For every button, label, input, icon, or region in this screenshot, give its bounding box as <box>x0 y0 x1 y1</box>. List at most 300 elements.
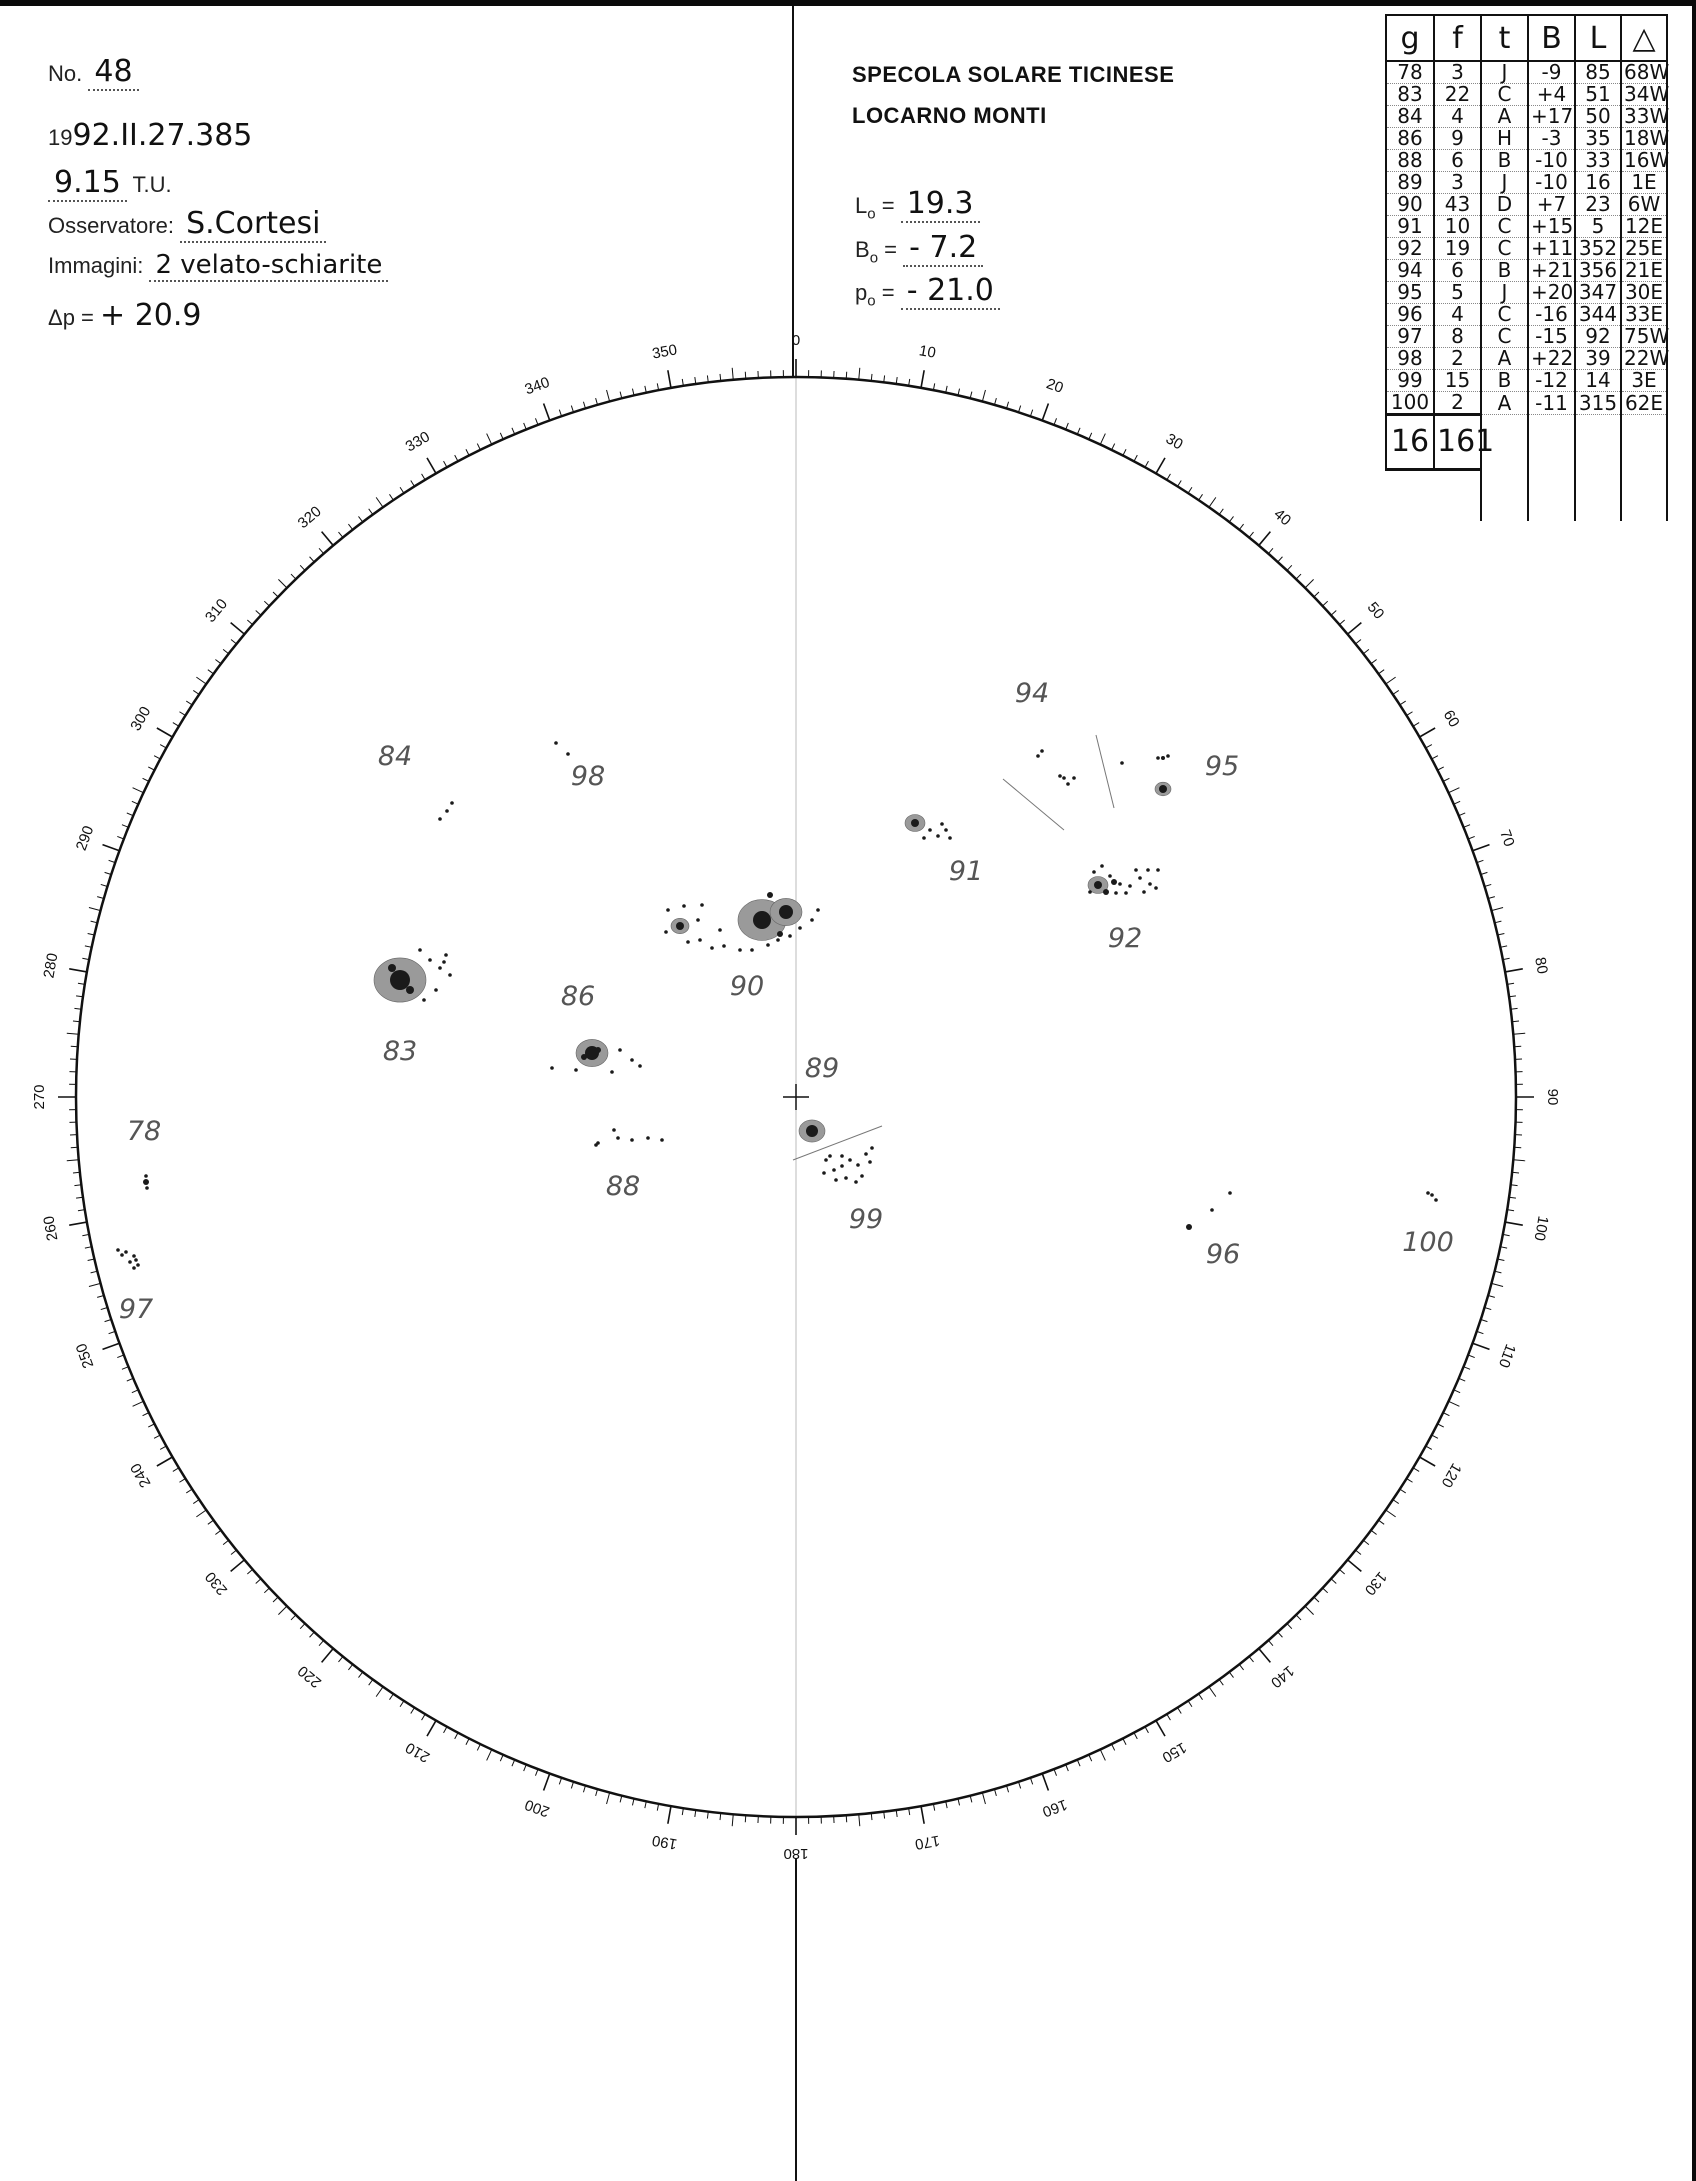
scale-minor-tick <box>466 449 469 455</box>
table-cell: 95 <box>1386 282 1434 304</box>
scale-minor-tick <box>500 1755 503 1761</box>
sunspot-pore <box>442 960 446 964</box>
table-cell: +4 <box>1528 84 1575 106</box>
sunspot-pore <box>722 944 726 948</box>
table-cell: 10 <box>1434 216 1481 238</box>
scale-minor-tick <box>1178 480 1182 486</box>
scale-minor-tick <box>1459 813 1465 816</box>
sunspot-umbra <box>388 964 396 972</box>
scale-minor-tick <box>1454 801 1460 804</box>
sunspot-pore <box>664 930 668 934</box>
scale-minor-tick <box>1485 884 1492 886</box>
number-value: 48 <box>88 54 138 91</box>
date-value: 92.II.27.385 <box>72 118 253 153</box>
scale-minor-tick <box>310 557 315 562</box>
sunspot-pore <box>450 801 454 805</box>
table-cell: 344 <box>1575 304 1621 326</box>
scale-label: 310 <box>201 595 232 626</box>
table-cell: 75W <box>1621 326 1667 348</box>
scale-minor-tick <box>1018 406 1020 413</box>
group-label-98: 98 <box>570 761 606 792</box>
observatory-location: LOCARNO MONTI <box>852 103 1047 128</box>
header-l: L <box>1575 15 1621 61</box>
scale-minor-tick <box>300 1624 305 1629</box>
header-t: t <box>1481 15 1528 61</box>
scale-major-tick <box>1259 532 1271 546</box>
sunspot-pore <box>864 1152 868 1156</box>
table-cell: 51 <box>1575 84 1621 106</box>
scale-minor-tick <box>1363 1540 1369 1544</box>
sunspot-pore <box>698 938 702 942</box>
table-cell: B <box>1481 150 1528 172</box>
scale-minor-tick <box>109 860 116 862</box>
scale-minor-tick <box>173 723 179 727</box>
table-cell: 35 <box>1575 128 1621 150</box>
table-cell: C <box>1481 304 1528 326</box>
scale-minor-tick <box>1054 418 1057 425</box>
sunspot-umbra <box>581 1054 587 1060</box>
scale-minor-tick <box>133 1401 144 1406</box>
scale-minor-tick <box>1363 649 1369 653</box>
scale-minor-tick <box>1426 745 1432 748</box>
scale-label: 50 <box>1363 598 1388 623</box>
scale-minor-tick <box>607 390 610 402</box>
scale-minor-tick <box>535 418 538 425</box>
table-cell: 33W <box>1621 106 1667 128</box>
table-cell: 1E <box>1621 172 1667 194</box>
scale-minor-tick <box>1314 1597 1319 1602</box>
group-label-94: 94 <box>1014 678 1050 709</box>
scale-minor-tick <box>105 1319 112 1321</box>
sunspot-pore <box>822 1171 826 1175</box>
scale-minor-tick <box>291 1615 296 1620</box>
scale-minor-tick <box>1123 449 1126 455</box>
observer-value: S.Cortesi <box>180 206 326 243</box>
scale-major-tick <box>1505 1222 1523 1225</box>
scale-minor-tick <box>1219 1679 1223 1685</box>
sunspot-umbra <box>777 931 783 937</box>
scale-minor-tick <box>1239 524 1243 530</box>
sunspot-pore <box>116 1248 120 1252</box>
sunspot-pore <box>860 1174 864 1178</box>
scale-minor-tick <box>231 1550 236 1554</box>
images-value: 2 velato-schiarite <box>149 250 388 282</box>
scale-minor-tick <box>1378 670 1384 674</box>
scale-major-tick <box>427 1721 436 1737</box>
sunspot-pore <box>630 1058 634 1062</box>
sunspot-pore <box>1114 891 1118 895</box>
scale-minor-tick <box>193 690 199 694</box>
scale-minor-tick <box>1400 1489 1406 1493</box>
scale-minor-tick <box>524 423 527 429</box>
scale-minor-tick <box>143 1413 149 1416</box>
sunspot-pore <box>1058 774 1062 778</box>
scale-minor-tick <box>571 406 573 413</box>
scale-minor-tick <box>1339 1569 1344 1574</box>
scale-minor-tick <box>535 1769 538 1776</box>
scale-minor-tick <box>1413 723 1419 727</box>
table-cell: 16W <box>1621 150 1667 172</box>
sunspot-pore <box>610 1070 614 1074</box>
table-cell: 100 <box>1386 392 1434 415</box>
sunspot-pore <box>682 904 686 908</box>
scale-minor-tick <box>400 487 404 493</box>
table-cell: 50 <box>1575 106 1621 128</box>
scale-major-tick <box>1042 1774 1048 1791</box>
sunspot-pore <box>816 908 820 912</box>
scale-minor-tick <box>1100 434 1105 445</box>
scale-label: 90 <box>1544 1088 1562 1106</box>
scale-minor-tick <box>1438 767 1444 770</box>
scale-minor-tick <box>186 1489 192 1493</box>
group-label-99: 99 <box>848 1204 884 1235</box>
observer-label: Osservatore: <box>48 213 174 238</box>
table-cell: J <box>1481 61 1528 84</box>
sunspot-pore <box>840 1154 844 1158</box>
scale-minor-tick <box>1229 516 1233 522</box>
table-cell: 89 <box>1386 172 1434 194</box>
scale-minor-tick <box>1123 1739 1126 1745</box>
scale-minor-tick <box>1438 1424 1444 1427</box>
scale-major-tick <box>921 1806 924 1824</box>
table-cell: 85 <box>1575 61 1621 84</box>
scale-minor-tick <box>1089 433 1092 439</box>
sunspot-pore <box>646 1136 650 1140</box>
scale-minor-tick <box>645 1801 646 1808</box>
sunspot-pore <box>422 998 426 1002</box>
sunspot-pore <box>798 926 802 930</box>
table-cell: -15 <box>1528 326 1575 348</box>
scale-minor-tick <box>148 767 154 770</box>
scale-minor-tick <box>300 565 305 570</box>
scale-minor-tick <box>732 1814 733 1826</box>
scale-minor-tick <box>1371 1530 1377 1534</box>
scale-major-tick <box>322 1649 334 1663</box>
scale-minor-tick <box>946 1801 947 1808</box>
table-cell: +22 <box>1528 348 1575 370</box>
sunspot-pore <box>870 1146 874 1150</box>
scale-minor-tick <box>160 1446 166 1449</box>
scale-minor-tick <box>571 1782 573 1789</box>
table-cell: 68W <box>1621 61 1667 84</box>
scale-label: 190 <box>650 1831 679 1853</box>
table-cell: 88 <box>1386 150 1434 172</box>
sunspot-pore <box>856 1163 860 1167</box>
scale-minor-tick <box>1018 1782 1020 1789</box>
scale-minor-tick <box>583 402 585 409</box>
sunspot-pore <box>1138 876 1142 880</box>
scale-minor-tick <box>89 1283 101 1286</box>
table-cell: 43 <box>1434 194 1481 216</box>
scale-major-tick <box>1348 1560 1362 1572</box>
scale-minor-tick <box>466 1739 469 1745</box>
sunspot-pore <box>134 1258 138 1262</box>
scale-label: 70 <box>1496 827 1518 849</box>
scale-minor-tick <box>143 778 149 781</box>
table-cell: 94 <box>1386 260 1434 282</box>
scale-minor-tick <box>1167 1714 1171 1720</box>
group-label-84: 84 <box>377 741 413 772</box>
scale-minor-tick <box>477 444 480 450</box>
table-cell: 90 <box>1386 194 1434 216</box>
sunspot-pore <box>1066 782 1070 786</box>
table-cell: 352 <box>1575 238 1621 260</box>
scale-minor-tick <box>1378 1520 1384 1524</box>
scale-minor-tick <box>1188 487 1192 493</box>
scale-minor-tick <box>1426 1446 1432 1449</box>
scale-minor-tick <box>67 1160 79 1161</box>
table-cell: 18W <box>1621 128 1667 150</box>
scale-minor-tick <box>732 368 733 380</box>
table-cell: -3 <box>1528 128 1575 150</box>
sunspot-pore <box>1148 882 1152 886</box>
sunspot-umbra <box>809 1129 815 1135</box>
scale-minor-tick <box>319 1640 324 1645</box>
sunspot-pore <box>1108 874 1112 878</box>
scale-minor-tick <box>512 1760 515 1766</box>
scale-minor-tick <box>512 428 515 434</box>
scale-minor-tick <box>1112 444 1115 450</box>
scale-minor-tick <box>122 825 128 828</box>
scale-label: 280 <box>40 951 62 980</box>
scale-minor-tick <box>1400 701 1406 705</box>
sunspot-pore <box>660 1138 664 1142</box>
scale-minor-tick <box>127 813 133 816</box>
scale-major-tick <box>1156 1721 1165 1737</box>
scale-label: 80 <box>1531 955 1551 976</box>
group-label-89: 89 <box>804 1053 840 1084</box>
time-unit: T.U. <box>132 172 172 197</box>
scale-minor-tick <box>1199 494 1203 500</box>
total-groups: 16 <box>1386 415 1434 470</box>
scale-minor-tick <box>1278 557 1283 562</box>
scale-label: 60 <box>1439 707 1463 731</box>
scale-major-tick <box>69 969 87 972</box>
pencil-guide-line <box>1096 735 1114 808</box>
sunspot-pore <box>1434 1198 1438 1202</box>
scale-major-tick <box>322 532 334 546</box>
scale-minor-tick <box>358 516 362 522</box>
sunspot-pore <box>1426 1191 1430 1195</box>
scale-minor-tick <box>859 368 860 380</box>
sunspot-pore <box>1088 890 1092 894</box>
scale-minor-tick <box>1089 1755 1092 1761</box>
time-value: 9.15 <box>48 165 127 202</box>
scale-minor-tick <box>1464 825 1470 828</box>
scale-minor-tick <box>109 1331 116 1333</box>
scale-minor-tick <box>1407 712 1413 716</box>
scale-minor-tick <box>1323 601 1328 606</box>
sunspot-pore <box>612 1128 616 1132</box>
scale-minor-tick <box>1500 946 1507 947</box>
sunspot-pore <box>788 934 792 938</box>
scale-minor-tick <box>278 1606 286 1614</box>
scale-minor-tick <box>1054 1769 1057 1776</box>
sunspot-pore <box>1120 761 1124 765</box>
scale-minor-tick <box>1249 532 1253 537</box>
scale-minor-tick <box>208 670 214 674</box>
table-cell: 98 <box>1386 348 1434 370</box>
sunspot-pore <box>444 953 448 957</box>
scale-minor-tick <box>1145 461 1148 467</box>
scale-minor-tick <box>1481 872 1488 874</box>
scale-minor-tick <box>859 1814 860 1826</box>
scale-minor-tick <box>607 1792 610 1804</box>
scale-minor-tick <box>1007 1786 1009 1793</box>
scale-minor-tick <box>487 1750 492 1761</box>
scale-minor-tick <box>133 788 144 793</box>
table-cell: A <box>1481 106 1528 128</box>
scale-minor-tick <box>1066 1765 1069 1771</box>
sunspot-pore <box>1072 776 1076 780</box>
sunspot-pore <box>1166 754 1170 758</box>
sunspot-pore <box>128 1260 132 1264</box>
scale-minor-tick <box>1432 1435 1438 1438</box>
scale-minor-tick <box>319 548 324 553</box>
scale-minor-tick <box>1287 565 1292 570</box>
sunspot-pore <box>1118 882 1122 886</box>
group-label-88: 88 <box>605 1171 641 1202</box>
p0-eq: = <box>881 280 895 305</box>
header-f: f <box>1434 15 1481 61</box>
scale-label: 250 <box>72 1341 98 1371</box>
scale-label: 110 <box>1494 1341 1519 1370</box>
scale-minor-tick <box>1209 1687 1216 1697</box>
sunspot-pore <box>1210 1208 1214 1212</box>
scale-minor-tick <box>400 1701 404 1707</box>
sunspot-umbra <box>1161 756 1165 760</box>
scale-minor-tick <box>348 1664 352 1670</box>
scale-minor-tick <box>1459 1378 1465 1381</box>
table-cell: 21E <box>1621 260 1667 282</box>
scale-minor-tick <box>1229 1672 1233 1678</box>
scale-minor-tick <box>348 524 352 530</box>
sunspot-pore <box>616 1136 620 1140</box>
scale-minor-tick <box>264 1588 269 1593</box>
sunspot-pore <box>868 1160 872 1164</box>
scale-label: 330 <box>402 428 433 456</box>
group-label-91: 91 <box>948 856 984 887</box>
scale-minor-tick <box>193 1500 199 1504</box>
scale-minor-tick <box>89 908 101 911</box>
group-label-95: 95 <box>1204 751 1240 782</box>
sunspot-pore <box>1036 754 1040 758</box>
table-cell: -9 <box>1528 61 1575 84</box>
table-cell: 97 <box>1386 326 1434 348</box>
table-cell: 4 <box>1434 304 1481 326</box>
scale-major-tick <box>427 458 436 474</box>
sunspot-pore <box>596 1141 600 1145</box>
table-cell: C <box>1481 326 1528 348</box>
scale-minor-tick <box>1314 592 1319 597</box>
b0-sub: o <box>869 249 879 267</box>
scale-minor-tick <box>358 1672 362 1678</box>
scale-minor-tick <box>208 1520 214 1524</box>
sunspot-pore <box>696 918 700 922</box>
table-cell: 9 <box>1434 128 1481 150</box>
scale-major-tick <box>921 370 924 388</box>
sunspot-pore <box>1124 891 1128 895</box>
table-cell: C <box>1481 84 1528 106</box>
scale-minor-tick <box>101 884 108 886</box>
group-label-78: 78 <box>126 1116 162 1147</box>
scale-label: 160 <box>1040 1795 1070 1821</box>
table-cell: 4 <box>1434 106 1481 128</box>
scale-minor-tick <box>231 639 236 643</box>
scale-major-tick <box>231 1560 245 1572</box>
sunspot-pore <box>1040 749 1044 753</box>
scale-label: 210 <box>402 1738 433 1766</box>
scale-minor-tick <box>122 1367 128 1370</box>
scale-minor-tick <box>1066 423 1069 429</box>
scale-major-tick <box>1505 969 1523 972</box>
scale-label: 270 <box>30 1084 48 1110</box>
scale-minor-tick <box>310 1632 315 1637</box>
scale-minor-tick <box>389 494 393 500</box>
sunspot-pore <box>940 822 944 826</box>
scale-minor-tick <box>376 497 383 507</box>
sunspot-pore <box>448 973 452 977</box>
scale-minor-tick <box>422 474 426 480</box>
scale-minor-tick <box>1386 1510 1396 1517</box>
scale-minor-tick <box>500 433 503 439</box>
scale-minor-tick <box>1468 1355 1475 1358</box>
sunspot-umbra <box>1186 1224 1192 1230</box>
table-cell: 33 <box>1575 150 1621 172</box>
scale-minor-tick <box>127 1378 133 1381</box>
table-cell: B <box>1481 260 1528 282</box>
delta-p-label: Δp = <box>48 305 94 330</box>
sunspot-pore <box>1134 868 1138 872</box>
sunspot-pore <box>124 1250 128 1254</box>
scale-minor-tick <box>1371 659 1377 663</box>
scale-major-tick <box>157 728 173 737</box>
sunspot-pore <box>922 836 926 840</box>
scale-minor-tick <box>645 386 646 393</box>
scale-label: 240 <box>127 1460 155 1491</box>
sunspot-pore <box>554 741 558 745</box>
number-label: No. <box>48 61 83 86</box>
scale-minor-tick <box>1500 1247 1507 1248</box>
scale-label: 200 <box>522 1795 552 1821</box>
table-cell: 83 <box>1386 84 1434 106</box>
scale-minor-tick <box>132 801 138 804</box>
scale-minor-tick <box>1477 860 1484 862</box>
p0-sub: o <box>867 292 876 310</box>
group-label-96: 96 <box>1205 1239 1241 1270</box>
scale-minor-tick <box>455 1733 458 1739</box>
scale-minor-tick <box>1287 1624 1292 1629</box>
table-cell: D <box>1481 194 1528 216</box>
table-cell: 39 <box>1575 348 1621 370</box>
scale-major-tick <box>1348 623 1362 635</box>
table-cell: A <box>1481 392 1528 415</box>
table-cell: +15 <box>1528 216 1575 238</box>
table-cell: -11 <box>1528 392 1575 415</box>
table-cell: 6 <box>1434 260 1481 282</box>
scale-minor-tick <box>1167 474 1171 480</box>
table-cell: 22 <box>1434 84 1481 106</box>
images-label: Immagini: <box>48 253 144 278</box>
scale-minor-tick <box>1339 620 1344 625</box>
scale-minor-tick <box>1296 574 1301 579</box>
table-cell: 86 <box>1386 128 1434 150</box>
l0-sub: o <box>867 205 876 223</box>
scale-minor-tick <box>1407 1479 1413 1483</box>
table-cell: 15 <box>1434 370 1481 392</box>
sunspot-pore <box>700 903 704 907</box>
date-prefix: 19 <box>48 125 73 150</box>
